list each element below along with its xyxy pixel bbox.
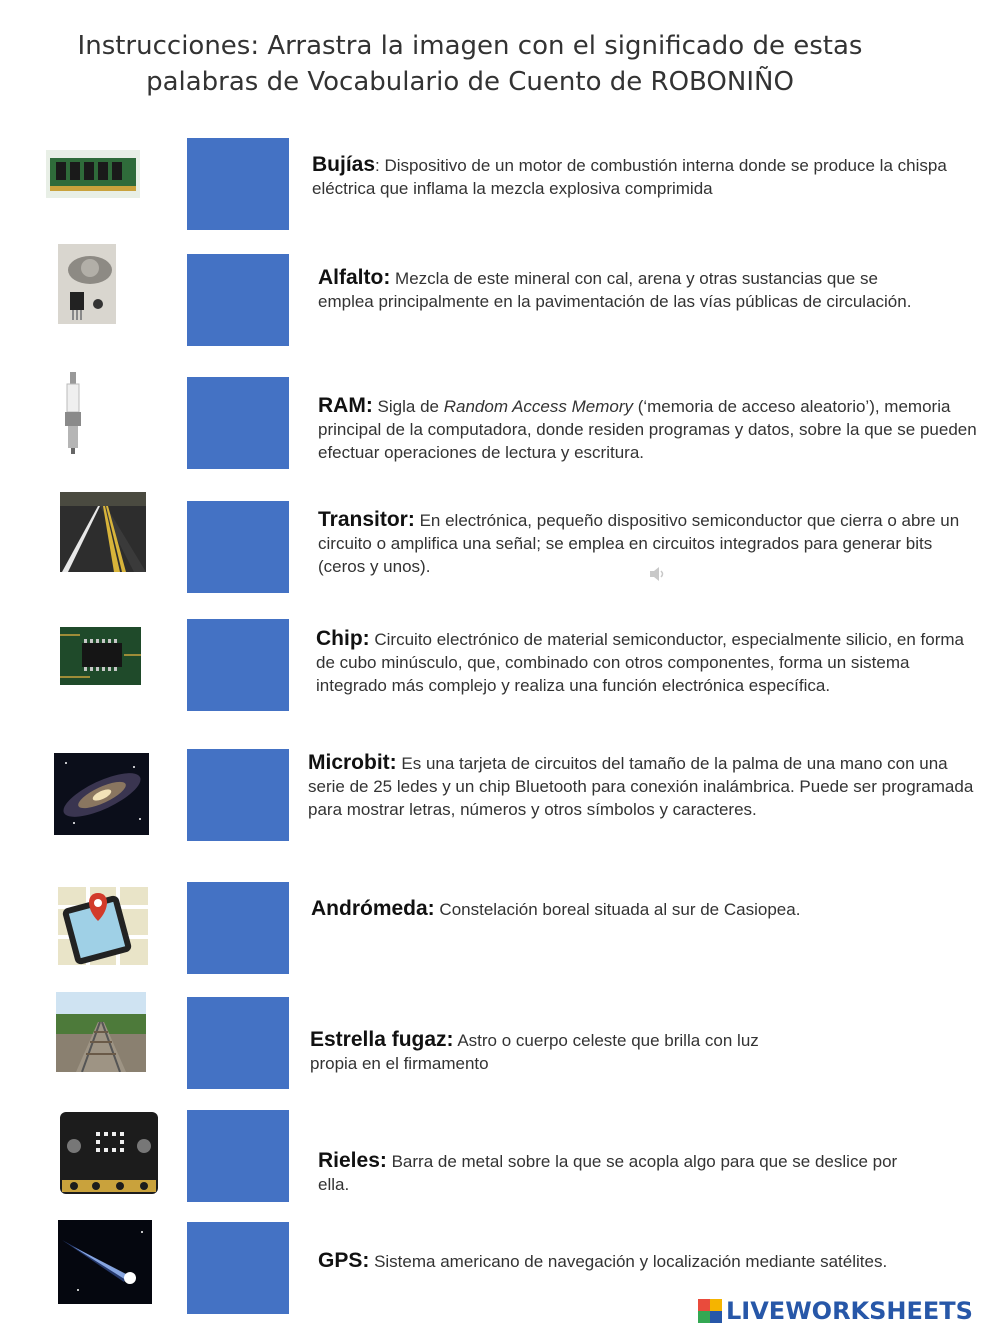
definition-text: En electrónica, pequeño dispositivo semiconductor que cierra o abre un circuito o amplifica una señal; se emplea en circuitos integrados para generar bits (ceros y unos). — [318, 511, 960, 576]
drop-target-7[interactable] — [187, 882, 289, 974]
draggable-image-shooting-star[interactable] — [58, 1220, 152, 1304]
definition-text: Sistema americano de navegación y localización mediante satélites. — [369, 1252, 888, 1271]
drop-target-5[interactable] — [187, 619, 289, 711]
draggable-image-spark-plug[interactable] — [58, 370, 88, 456]
term-label: Rieles: — [318, 1149, 387, 1172]
term-separator: : — [375, 156, 380, 175]
ram-module-icon — [46, 150, 140, 198]
logo-text: LIVEWORKSHEETS — [726, 1297, 973, 1325]
instructions-line-1: Instrucciones: Arrastra la imagen con el significado de estas — [77, 31, 863, 61]
drop-target-1[interactable] — [187, 138, 289, 230]
shooting-star-icon — [58, 1220, 152, 1304]
definition-text: Astro o cuerpo celeste que brilla con luz propia en el firmamento — [310, 1031, 759, 1073]
logo-mark-icon — [698, 1299, 722, 1323]
draggable-image-ram-module[interactable] — [46, 150, 140, 198]
definition-alfalto — [318, 266, 938, 313]
definition-microbit — [308, 751, 978, 821]
spark-plug-icon — [58, 370, 88, 456]
definition-text: Mezcla de este mineral con cal, arena y otras sustancias que se emplea principalmente en la pavimentación de las vías públicas de circulación. — [318, 269, 912, 311]
definition-andromeda — [311, 897, 951, 921]
term-label: Chip: — [316, 627, 370, 650]
railroad-icon — [56, 992, 146, 1072]
definition-text: Constelación boreal situada al sur de Casiopea. — [434, 900, 801, 919]
drop-target-10[interactable] — [187, 1222, 289, 1314]
definition-text: Barra de metal sobre la que se acopla algo para que se deslice por ella. — [318, 1152, 898, 1194]
term-label: Transitor: — [318, 508, 415, 531]
term-label: Microbit: — [308, 751, 397, 774]
drop-target-3[interactable] — [187, 377, 289, 469]
instructions-line-2: palabras de Vocabulario de Cuento de ROBONIÑO — [146, 67, 794, 97]
asphalt-road-icon — [60, 492, 146, 572]
draggable-image-transistor[interactable] — [58, 244, 116, 324]
speaker-icon[interactable] — [648, 566, 666, 582]
definition-text: (‘memoria de acceso aleatorio’), memoria principal de la computadora, donde residen programas y datos, sobre la que se pueden efectuar operaciones de lectura y escritura. — [318, 397, 977, 462]
drop-target-9[interactable] — [187, 1110, 289, 1202]
drop-target-6[interactable] — [187, 749, 289, 841]
definition-gps — [318, 1249, 898, 1273]
circuit-chip-icon — [60, 627, 141, 685]
definition-estrella-fugaz — [310, 1028, 780, 1075]
definition-ram — [318, 394, 978, 464]
term-label: Andrómeda: — [311, 897, 435, 920]
gps-phone-icon — [58, 887, 148, 965]
galaxy-icon — [54, 753, 149, 835]
drop-target-8[interactable] — [187, 997, 289, 1089]
instructions-title — [0, 28, 940, 100]
drop-target-4[interactable] — [187, 501, 289, 593]
definition-text: Circuito electrónico de material semiconductor, especialmente silicio, en forma de cubo minúsculo, que, combinado con otros componentes, forma un sistema integrado más complejo y realiza una función electrónica específica. — [316, 630, 964, 695]
draggable-image-andromeda[interactable] — [54, 753, 149, 835]
term-label: Estrella fugaz: — [310, 1028, 454, 1051]
term-label: RAM: — [318, 394, 373, 417]
definition-rieles — [318, 1149, 898, 1196]
definition-prefix: Sigla de — [372, 397, 444, 416]
draggable-image-microbit[interactable] — [60, 1112, 158, 1194]
draggable-image-railroad[interactable] — [56, 992, 146, 1072]
definition-italic: Random Access Memory — [443, 397, 633, 416]
term-label: GPS: — [318, 1249, 370, 1272]
draggable-image-gps-phone[interactable] — [58, 887, 148, 965]
drop-target-2[interactable] — [187, 254, 289, 346]
microbit-board-icon — [60, 1112, 158, 1194]
transistor-icon — [58, 244, 116, 324]
draggable-image-asphalt-road[interactable] — [60, 492, 146, 572]
liveworksheets-logo — [698, 1296, 973, 1326]
term-label: Alfalto: — [318, 266, 391, 289]
definition-text: Dispositivo de un motor de combustión interna donde se produce la chispa eléctrica que inflama la mezcla explosiva comprimida — [312, 156, 947, 198]
definition-chip — [316, 627, 976, 697]
definition-text: Es una tarjeta de circuitos del tamaño de la palma de una mano con una serie de 25 ledes y un chip Bluetooth para conexión inalámbrica. Puede ser programada para mostrar letras, números y otros símbolos y caracteres. — [308, 754, 974, 819]
term-label: Bujías — [312, 153, 376, 176]
definition-bujias — [312, 153, 962, 200]
draggable-image-circuit-chip[interactable] — [60, 627, 141, 685]
